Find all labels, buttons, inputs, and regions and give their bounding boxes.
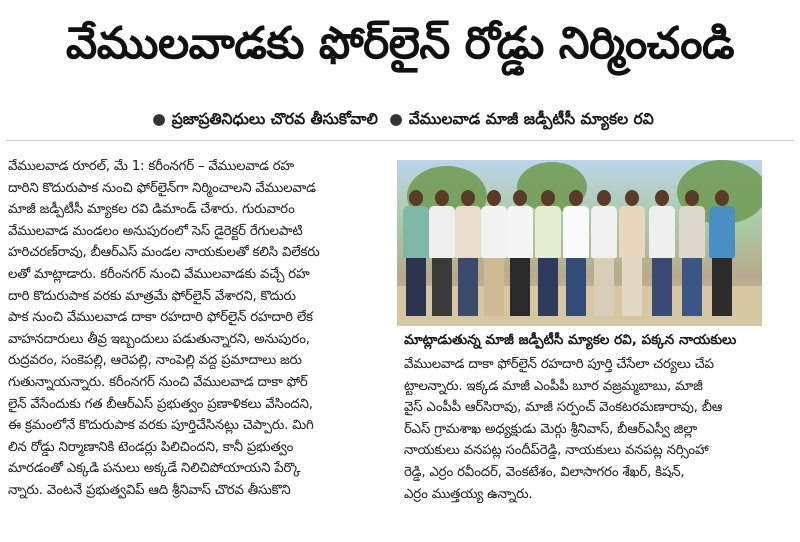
body-line: గుతున్నాయన్నారు. కరీంనగర్ నుంచి వేములవాడ దాకా ఫోర్ (8, 374, 308, 390)
person-figure (429, 190, 455, 318)
person-figure (619, 190, 645, 318)
person-figure (507, 190, 533, 318)
body-line: న్నారు. వెంటనే ప్రభుత్వవిప్ ఆది శ్రీనివాస్ చొరవ తీసుకొని (8, 482, 291, 498)
article-body-left-column (8, 156, 390, 502)
body-line: ర్ఎస్ గ్రామశాఖ అధ్యక్షుడు మెర్గు శ్రీనివాస్, బీఆర్ఎస్వీ జిల్లా (404, 421, 697, 437)
person-figure (563, 190, 589, 318)
body-line: దారిని కొదురుపాక నుంచి ఫోర్‌లైన్‌గా నిర్మించాలని వేములవాడ (8, 180, 316, 196)
body-line: ట్టాలన్నారు. ఇక్కడ మాజీ ఎంపీపీ బూర వజ్రమ్మబాబు, మాజీ (404, 378, 703, 394)
bullet-icon: ● (389, 110, 403, 128)
body-line: మాజీ జడ్పీటీసీ మ్యాకల రవి డిమాండ్ చేశారు. గురువారం (8, 202, 295, 218)
body-line: మారడంతో ఎక్కడి పనులు అక్కడే నిలిచిపోయాయని పేర్కొ (8, 461, 301, 477)
group-photo (397, 160, 762, 326)
body-line: వేములవాడ మండలం అనుపురంలో సెస్ డైరెక్టర్ రేగులపాటి (8, 223, 303, 239)
body-line: వైస్ ఎంపీపీ ఆర్‌సిరావు, మాజీ సర్పంచ్ వెంకటరమణారావు, బీఆ (404, 400, 723, 416)
body-line: దారి కొదురుపాక వరకు మాత్రమే ఫోర్‌లైన్ వేశారని, కొదురు (8, 288, 296, 304)
body-line: ఎర్రం ముత్తయ్య ఉన్నారు. (404, 486, 533, 502)
body-line: నాయకులు వనపట్ల సందీప్‌రెడ్డి, నాయకులు వనపట్ల నర్సింహా (404, 443, 709, 459)
body-line: లిన రోడ్డు నిర్మాణానికి టెండర్లు పిలిచిందని, కానీ ప్రభుత్వం (8, 439, 294, 455)
body-line: రెడ్డి, ఎర్రం రవీందర్, వెంకటేశం, విలాసాగరం శేఖర్, కిషన్, (404, 464, 685, 480)
body-line: పాక నుంచి వేములవాడ దాకా రహదారి ఫోర్‌లైన్ రహదారి లేక (8, 310, 313, 326)
body-line: హరిచరణ్‌రావు, బీఆర్ఎస్ మండల నాయకులతో కలిసి విలేకరు (8, 245, 320, 261)
bullet-icon: ● (152, 110, 166, 128)
body-line: వేములవాడ రూరల్, మే 1: కరీంనగర్ – వేములవాడ రహ (8, 159, 294, 174)
person-figure (679, 190, 705, 318)
person-figure (709, 190, 735, 318)
body-line: వాహనదారులు తీవ్ర ఇబ్బందులు పడుతున్నారని, అనుపురం, (8, 331, 310, 347)
person-figure (649, 190, 675, 318)
body-line: లతో మాట్లాడారు. కరీంనగర్ నుంచి వేములవాడకు వచ్చే రహ (8, 266, 310, 282)
person-figure (455, 190, 481, 318)
person-figure (403, 190, 429, 318)
subdeck-left: ప్రజాప్రతినిధులు చొరవ తీసుకోవాలి (171, 110, 378, 128)
person-figure (535, 190, 561, 318)
body-line: రుద్రవరం, సంకెపల్లి, ఆరెపల్లి, నాంపెల్లి వద్ద ప్రమాదాలు జరు (8, 353, 302, 369)
body-line: వేములవాడ దాకా ఫోర్‌లైన్ రహదారి పూర్తి చేసేలా చర్యలు చేప (404, 357, 714, 372)
body-line: ఈ క్రమంలోనే కొదురుపాక వరకు పూర్తిచేసినట్లు చెప్పారు. మిగి (8, 418, 314, 434)
person-figure (481, 190, 507, 318)
person-figure (591, 190, 617, 318)
divider-rule (6, 140, 794, 141)
article-subdecks (0, 108, 800, 130)
subdeck-right: వేములవాడ మాజీ జడ్పీటీసీ మ్యాకల రవి (408, 110, 654, 128)
article-headline: వేములవాడకు ఫోర్‌లైన్ రోడ్డు నిర్మించండి (65, 18, 735, 69)
body-line: లైన్ వేసేందుకు గత బీఆర్ఎస్ ప్రభుత్వం ప్రణాళికలు వేసిందని, (8, 396, 313, 412)
photo-caption: మాట్లాడుతున్న మాజీ జడ్పీటీసీ మ్యాకల రవి, పక్కన నాయకులు (404, 332, 737, 348)
article-body-right-column (404, 354, 774, 505)
